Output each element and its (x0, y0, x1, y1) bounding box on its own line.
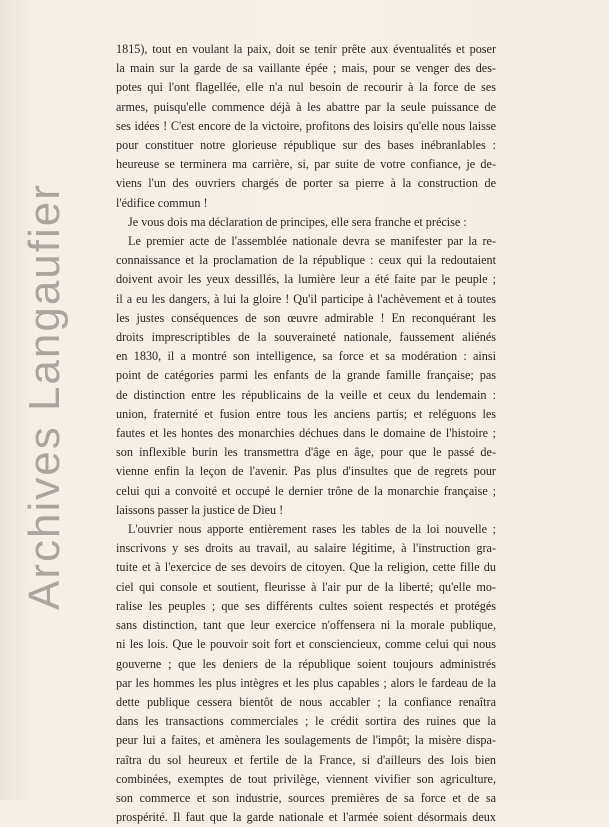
text-line: son inflexible burin les transmettra d'âge en âge, pour que le passé de- (116, 445, 496, 460)
text-line: ralise les peuples ; que ses différents cultes soient respectés et protégés (116, 598, 496, 613)
text-line: prospérité. Il faut que la garde nationale et l'armée soient désormais deux (116, 810, 496, 825)
text-line: l'édifice commun ! (116, 195, 208, 210)
text-line: sans distinction, tant que leur exercice n'offensera ni la morale publique, (116, 618, 496, 633)
text-line: peur lui a faites, et amènera les soulagements de l'impôt; la misère dispa- (116, 733, 496, 748)
text-line: il a eu les dangers, à lui la gloire ! Qu'il participe à l'achèvement et à toutes (116, 291, 496, 306)
text-line: dette publique cessera bientôt de nous accabler ; la confiance renaîtra (116, 694, 496, 709)
text-line: fautes et les hontes des monarchies déchues dans le domaine de l'histoire ; (116, 426, 496, 441)
text-line: tuite et à l'exercice de ses devoirs de citoyen. Que la religion, cette fille du (116, 560, 496, 575)
text-line: celui qui a convoité et occupé le dernier trône de la monarchie française ; (116, 483, 496, 498)
body-text (116, 40, 496, 827)
text-line: gouverne ; que les deniers de la république soient toujours administrés (116, 656, 496, 671)
text-line: Le premier acte de l'assemblée nationale devra se manifester par la re- (128, 234, 496, 249)
text-line: heureuse se terminera ma carrière, si, par suite de votre confiance, je de- (116, 157, 496, 172)
text-line: Je vous dois ma déclaration de principes, elle sera franche et précise : (128, 214, 467, 229)
text-line: son commerce et son industrie, sources premières de sa force et de sa (116, 790, 496, 805)
text-line: de distinction entre les républicains de la veille et ceux du lendemain : (116, 387, 496, 402)
text-line: potes qui l'ont flagellée, elle n'a nul besoin de recourir à la force de ses (116, 80, 496, 95)
text-line: 1815), tout en voulant la paix, doit se tenir prête aux éventualités et poser (116, 42, 496, 56)
text-line: inscrivons y ses droits au travail, au salaire légitime, à l'instruction gra- (116, 541, 496, 556)
text-line: point de catégories parmi les enfants de la grande famille française; pas (116, 368, 496, 383)
text-line: en 1830, il a montré son intelligence, sa force et sa modération : ainsi (116, 349, 496, 364)
text-line: laissons passer la justice de Dieu ! (116, 502, 284, 517)
text-line: les justes conséquences de son œuvre admirable ! En reconquérant les (116, 310, 496, 325)
text-line: connaissance et la proclamation de la république : ceux qui la redoutaient (116, 253, 496, 268)
text-line: droits imprescriptibles de la souveraineté nationale, faussement aliénés (116, 330, 496, 345)
text-line: raîtra du sol heureux et fertile de la France, si d'ailleurs des lois bien (116, 752, 496, 767)
text-line: doivent avoir les yeux dessillés, la lumière leur a été faite par le peuple ; (116, 272, 496, 287)
text-line: ciel qui console et soutient, fleurisse à l'air pur de la liberté; qu'elle mo- (116, 579, 496, 594)
text-line: ni les lois. Que le pouvoir soit fort et consciencieux, comme celui qui nous (116, 637, 496, 652)
watermark: Archives Langaufier (20, 183, 69, 610)
text-line: par les hommes les plus intègres et les plus capables ; alors le fardeau de la (116, 675, 496, 690)
text-line: ses idées ! C'est encore de la victoire, profitons des loisirs qu'elle nous laisse (116, 118, 496, 133)
text-line: combinées, exemptes de tout privilège, viennent vivifier son agriculture, (116, 771, 496, 786)
text-line: la main sur la garde de sa vaillante épée ; mais, pour se venger des des- (116, 61, 496, 76)
text-line: dans les transactions commerciales ; le crédit sortira des ruines que la (116, 714, 496, 729)
text-line: pour constituer notre glorieuse république sur des bases inébranlables : (116, 138, 496, 153)
text-line: armes, puisqu'elle commence déjà à les abattre par la seule puissance de (116, 99, 496, 114)
text-line: union, fraternité et fusion entre tous les anciens partis; et reléguons les (116, 406, 496, 421)
text-line: viens l'un des ouvriers chargés de porter sa pierre à la construction de (116, 176, 496, 191)
text-line: vienne enfin la leçon de l'avenir. Pas plus d'insultes que de regrets pour (116, 464, 496, 479)
text-line: L'ouvrier nous apporte entièrement rases les tables de la loi nouvelle ; (128, 522, 496, 537)
